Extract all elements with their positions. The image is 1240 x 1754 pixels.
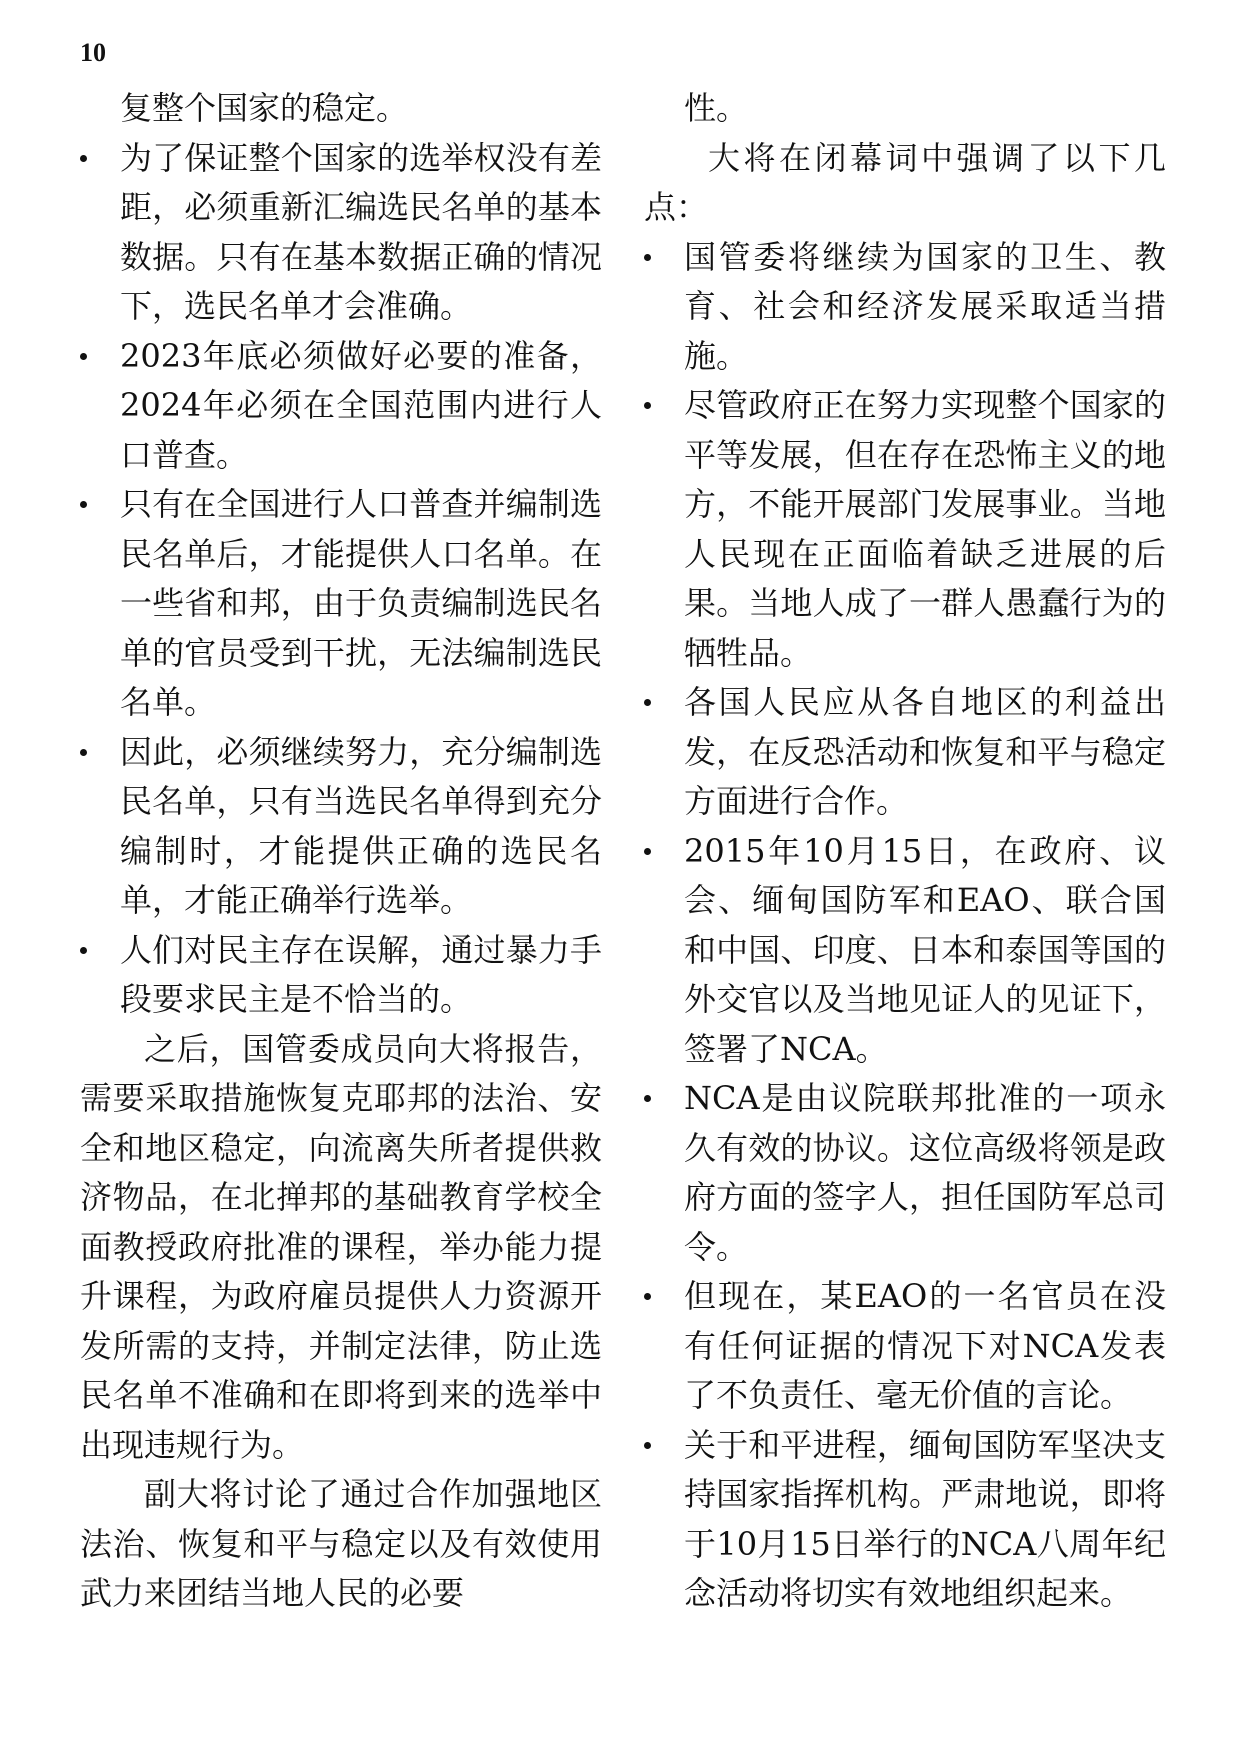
bullet-list <box>80 134 602 1025</box>
list-item: 国管委将继续为国家的卫生、教育、社会和经济发展采取适当措施。 <box>644 233 1166 382</box>
list-item: 为了保证整个国家的选举权没有差距，必须重新汇编选民名单的基本数据。只有在基本数据正确的情况下，选民名单才会准确。 <box>80 134 602 332</box>
list-item: 尽管政府正在努力实现整个国家的平等发展，但在存在恐怖主义的地方，不能开展部门发展事业。当地人民现在正面临着缺乏进展的后果。当地人成了一群人愚蠢行为的牺牲品。 <box>644 381 1166 678</box>
list-item: 2023年底必须做好必要的准备，2024年必须在全国范围内进行人口普查。 <box>80 332 602 481</box>
list-item: 各国人民应从各自地区的利益出发，在反恐活动和恢复和平与稳定方面进行合作。 <box>644 678 1166 827</box>
bullet-list <box>644 233 1166 1619</box>
list-item: 只有在全国进行人口普查并编制选民名单后，才能提供人口名单。在一些省和邦，由于负责编制选民名单的官员受到干扰，无法编制选民名单。 <box>80 480 602 728</box>
paragraph: 大将在闭幕词中强调了以下几点： <box>644 138 1166 226</box>
continuation-text: 复整个国家的稳定。 <box>120 89 409 127</box>
paragraph: 之后，国管委成员向大将报告，需要采取措施恢复克耶邦的法治、安全和地区稳定，向流离失所者提供救济物品，在北掸邦的基础教育学校全面教授政府批准的课程，举办能力提升课程，为政府雇员提供人力资源开发所需的支持，并制定法律，防止选民名单不准确和在即将到来的选举中出现违规行为。 <box>80 1029 602 1464</box>
list-item: NCA是由议院联邦批准的一项永久有效的协议。这位高级将领是政府方面的签字人，担任国防军总司令。 <box>644 1074 1166 1272</box>
left-column <box>80 84 602 1619</box>
paragraph: 副大将讨论了通过合作加强地区法治、恢复和平与稳定以及有效使用武力来团结当地人民的必要 <box>80 1475 602 1612</box>
page-number: 10 <box>80 38 106 67</box>
list-item: 关于和平进程，缅甸国防军坚决支持国家指挥机构。严肃地说，即将于10月15日举行的NCA八周年纪念活动将切实有效地组织起来。 <box>644 1421 1166 1619</box>
continuation-text: 性。 <box>684 89 749 127</box>
right-column <box>644 84 1166 1619</box>
list-item: 人们对民主存在误解，通过暴力手段要求民主是不恰当的。 <box>80 926 602 1025</box>
list-item: 因此，必须继续努力，充分编制选民名单，只有当选民名单得到充分编制时，才能提供正确的选民名单，才能正确举行选举。 <box>80 728 602 926</box>
list-item: 但现在，某EAO的一名官员在没有任何证据的情况下对NCA发表了不负责任、毫无价值的言论。 <box>644 1272 1166 1421</box>
list-item: 2015年10月15日，在政府、议会、缅甸国防军和EAO、联合国和中国、印度、日本和泰国等国的外交官以及当地见证人的见证下，签署了NCA。 <box>644 827 1166 1075</box>
